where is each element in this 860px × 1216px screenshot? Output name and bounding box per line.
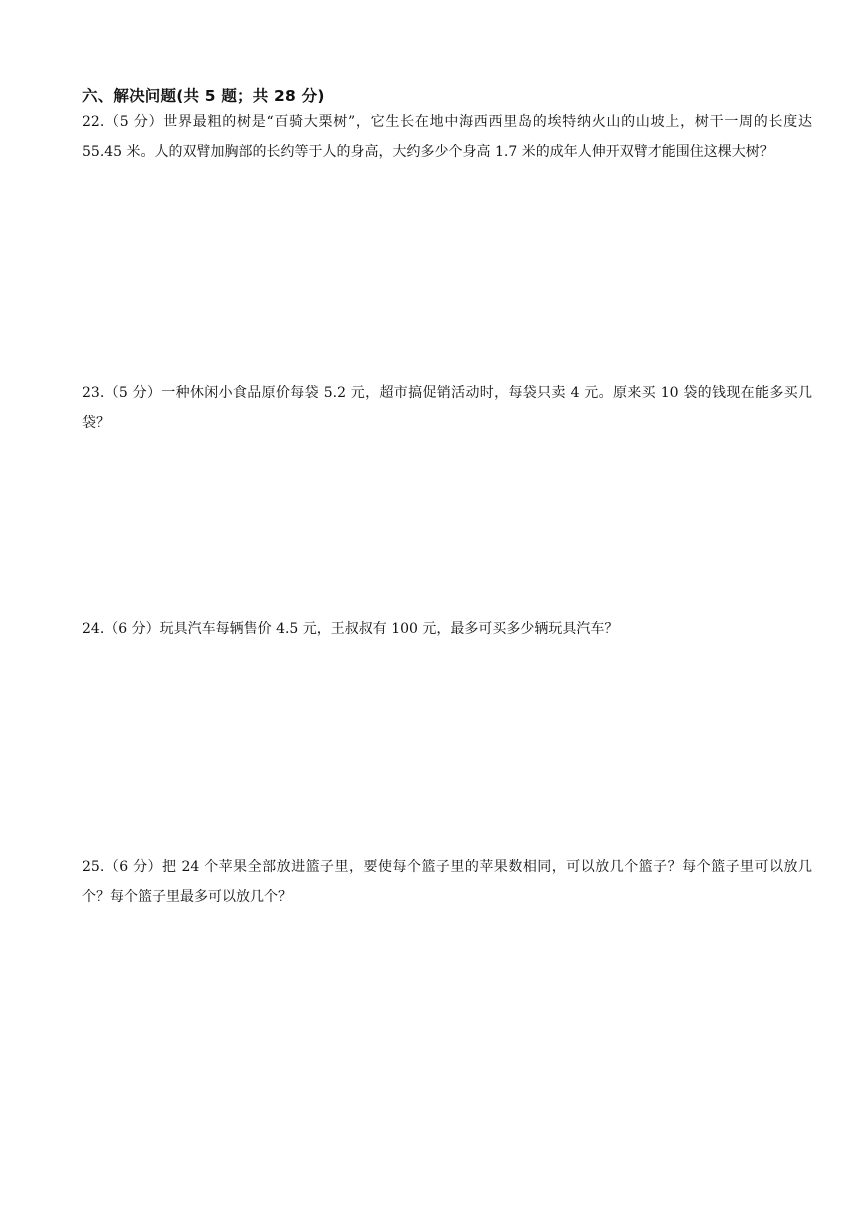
- question-25: 25.（6 分）把 24 个苹果全部放进篮子里，要使每个篮子里的苹果数相同，可以放几个篮子？每个篮子里可以放几个？每个篮子里最多可以放几个？: [82, 859, 812, 905]
- question-23: 23.（5 分）一种休闲小食品原价每袋 5.2 元，超市搞促销活动时，每袋只卖 4 元。原来买 10 袋的钱现在能多买几袋？: [82, 385, 812, 431]
- question-24: 24.（6 分）玩具汽车每辆售价 4.5 元，王叔叔有 100 元，最多可买多少辆玩具汽车？: [82, 621, 619, 637]
- question-22: 22.（5 分）世界最粗的树是“百骑大栗树”，它生长在地中海西西里岛的埃特纳火山的山坡上，树干一周的长度达 55.45 米。人的双臂加胸部的长约等于人的身高，大约多少个身高 1.7 米的成年人伸开双臂才能围住这棵大树？: [82, 114, 812, 160]
- section-title: 六、解决问题(共 5 题；共 28 分): [82, 87, 325, 105]
